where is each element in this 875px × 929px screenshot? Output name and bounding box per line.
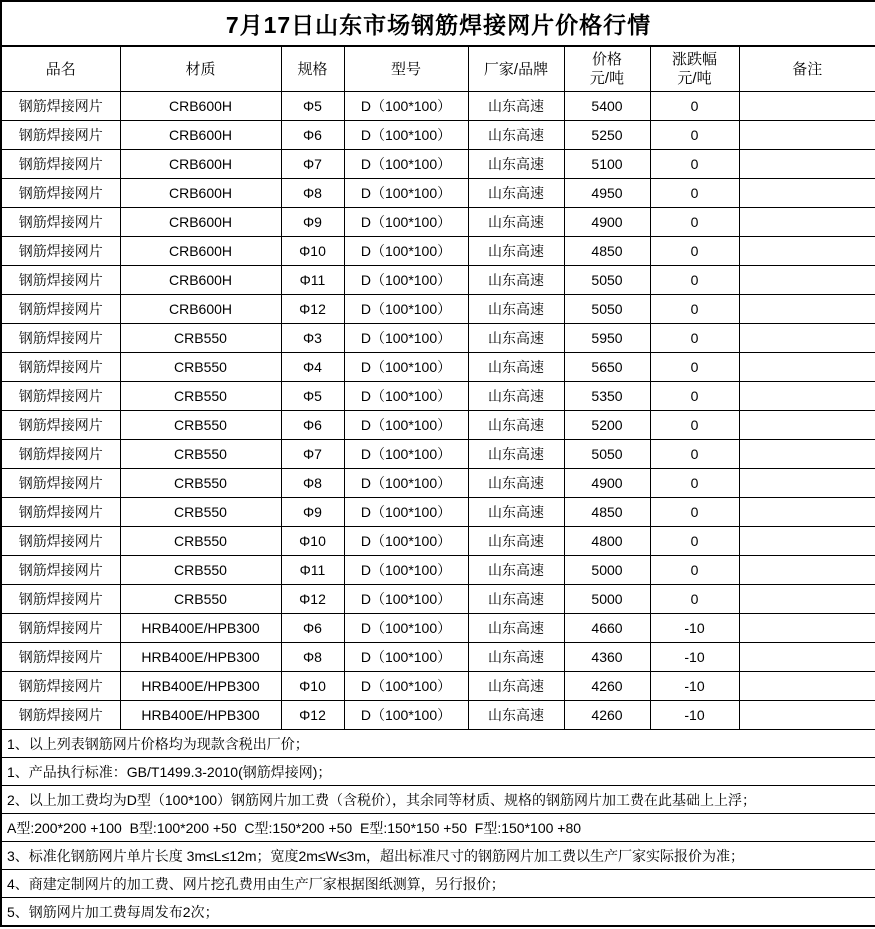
cell-model: D（100*100） — [344, 556, 468, 585]
cell-change: 0 — [650, 382, 739, 411]
cell-price: 5350 — [564, 382, 650, 411]
cell-remark — [739, 324, 875, 353]
cell-model: D（100*100） — [344, 527, 468, 556]
cell-remark — [739, 382, 875, 411]
cell-remark — [739, 527, 875, 556]
cell-material: HRB400E/HPB300 — [120, 643, 281, 672]
cell-model: D（100*100） — [344, 498, 468, 527]
cell-material: CRB600H — [120, 121, 281, 150]
column-header-spec — [281, 46, 344, 92]
cell-price: 5000 — [564, 585, 650, 614]
footnote-row — [1, 898, 875, 927]
cell-remark — [739, 92, 875, 121]
cell-product: 钢筋焊接网片 — [1, 266, 120, 295]
cell-remark — [739, 121, 875, 150]
cell-price: 4900 — [564, 208, 650, 237]
cell-model: D（100*100） — [344, 237, 468, 266]
cell-product: 钢筋焊接网片 — [1, 527, 120, 556]
cell-spec: Φ5 — [281, 382, 344, 411]
cell-change: 0 — [650, 411, 739, 440]
cell-material: CRB550 — [120, 382, 281, 411]
cell-price: 5050 — [564, 266, 650, 295]
cell-price: 5200 — [564, 411, 650, 440]
column-header-row — [1, 46, 875, 92]
cell-remark — [739, 411, 875, 440]
cell-brand: 山东高速 — [468, 295, 564, 324]
cell-brand: 山东高速 — [468, 179, 564, 208]
cell-product: 钢筋焊接网片 — [1, 643, 120, 672]
cell-change: -10 — [650, 643, 739, 672]
footnote-row — [1, 870, 875, 898]
column-header-line: 元/吨 — [589, 70, 625, 87]
cell-brand: 山东高速 — [468, 353, 564, 382]
cell-brand: 山东高速 — [468, 324, 564, 353]
table-row — [1, 208, 875, 237]
column-header-line: 品名 — [45, 60, 76, 78]
cell-change: 0 — [650, 469, 739, 498]
cell-model: D（100*100） — [344, 208, 468, 237]
table-row — [1, 701, 875, 730]
price-rows — [1, 92, 875, 730]
cell-remark — [739, 498, 875, 527]
cell-remark — [739, 179, 875, 208]
cell-spec: Φ9 — [281, 208, 344, 237]
cell-change: 0 — [650, 440, 739, 469]
cell-material: HRB400E/HPB300 — [120, 701, 281, 730]
cell-product: 钢筋焊接网片 — [1, 469, 120, 498]
cell-product: 钢筋焊接网片 — [1, 324, 120, 353]
cell-product: 钢筋焊接网片 — [1, 440, 120, 469]
cell-price: 4260 — [564, 672, 650, 701]
table-row — [1, 353, 875, 382]
cell-price: 4660 — [564, 614, 650, 643]
cell-spec: Φ12 — [281, 295, 344, 324]
cell-model: D（100*100） — [344, 672, 468, 701]
footnote-row — [1, 842, 875, 870]
column-header-model — [344, 46, 468, 92]
cell-change: 0 — [650, 585, 739, 614]
cell-product: 钢筋焊接网片 — [1, 92, 120, 121]
cell-price: 4850 — [564, 237, 650, 266]
column-header-line: 规格 — [297, 60, 328, 78]
cell-product: 钢筋焊接网片 — [1, 295, 120, 324]
cell-change: 0 — [650, 121, 739, 150]
cell-brand: 山东高速 — [468, 469, 564, 498]
cell-brand: 山东高速 — [468, 527, 564, 556]
footnote-text: 1、以上列表钢筋网片价格均为现款含税出厂价； — [1, 730, 875, 758]
cell-brand: 山东高速 — [468, 208, 564, 237]
cell-product: 钢筋焊接网片 — [1, 411, 120, 440]
column-header-line: 备注 — [792, 60, 823, 78]
cell-remark — [739, 701, 875, 730]
column-header-price — [564, 46, 650, 92]
cell-product: 钢筋焊接网片 — [1, 121, 120, 150]
footnote-text: 2、以上加工费均为D型（100*100）钢筋网片加工费（含税价），其余同等材质、规格的钢筋网片加工费在此基础上上浮； — [1, 786, 875, 814]
cell-brand: 山东高速 — [468, 556, 564, 585]
table-row — [1, 614, 875, 643]
table-row — [1, 556, 875, 585]
cell-brand: 山东高速 — [468, 121, 564, 150]
cell-model: D（100*100） — [344, 701, 468, 730]
table-row — [1, 498, 875, 527]
table-row — [1, 324, 875, 353]
cell-brand: 山东高速 — [468, 266, 564, 295]
cell-model: D（100*100） — [344, 353, 468, 382]
cell-brand: 山东高速 — [468, 643, 564, 672]
cell-change: 0 — [650, 353, 739, 382]
column-header-product — [1, 46, 120, 92]
page-title: 7月17日山东市场钢筋焊接网片价格行情 — [1, 1, 875, 46]
table-row — [1, 643, 875, 672]
column-header-brand — [468, 46, 564, 92]
cell-spec: Φ7 — [281, 150, 344, 179]
footnote-text: 4、商建定制网片的加工费、网片挖孔费用由生产厂家根据图纸测算，另行报价； — [1, 870, 875, 898]
cell-remark — [739, 643, 875, 672]
footnote-row — [1, 814, 875, 842]
cell-product: 钢筋焊接网片 — [1, 498, 120, 527]
cell-spec: Φ5 — [281, 92, 344, 121]
cell-model: D（100*100） — [344, 179, 468, 208]
cell-model: D（100*100） — [344, 150, 468, 179]
cell-change: 0 — [650, 324, 739, 353]
cell-model: D（100*100） — [344, 266, 468, 295]
cell-product: 钢筋焊接网片 — [1, 585, 120, 614]
cell-material: CRB600H — [120, 179, 281, 208]
cell-material: CRB600H — [120, 237, 281, 266]
cell-remark — [739, 614, 875, 643]
cell-change: 0 — [650, 556, 739, 585]
column-header-line: 元/吨 — [677, 70, 712, 87]
cell-model: D（100*100） — [344, 411, 468, 440]
cell-spec: Φ12 — [281, 701, 344, 730]
footnote-text: 3、标准化钢筋网片单片长度 3m≤L≤12m；宽度2m≤W≤3m，超出标准尺寸的钢筋网片加工费以生产厂家实际报价为准； — [1, 842, 875, 870]
cell-brand: 山东高速 — [468, 672, 564, 701]
cell-spec: Φ9 — [281, 498, 344, 527]
cell-price: 5050 — [564, 295, 650, 324]
cell-product: 钢筋焊接网片 — [1, 556, 120, 585]
cell-brand: 山东高速 — [468, 498, 564, 527]
cell-brand: 山东高速 — [468, 150, 564, 179]
cell-product: 钢筋焊接网片 — [1, 179, 120, 208]
cell-remark — [739, 237, 875, 266]
cell-change: 0 — [650, 498, 739, 527]
table-row — [1, 585, 875, 614]
cell-price: 4850 — [564, 498, 650, 527]
cell-spec: Φ8 — [281, 179, 344, 208]
cell-model: D（100*100） — [344, 121, 468, 150]
cell-change: -10 — [650, 701, 739, 730]
cell-spec: Φ10 — [281, 237, 344, 266]
cell-spec: Φ12 — [281, 585, 344, 614]
cell-price: 5100 — [564, 150, 650, 179]
cell-material: CRB550 — [120, 440, 281, 469]
cell-price: 4260 — [564, 701, 650, 730]
cell-material: CRB550 — [120, 469, 281, 498]
footnotes — [1, 730, 875, 927]
cell-product: 钢筋焊接网片 — [1, 672, 120, 701]
cell-price: 5950 — [564, 324, 650, 353]
table-row — [1, 382, 875, 411]
cell-spec: Φ8 — [281, 643, 344, 672]
table-row — [1, 411, 875, 440]
footnote-text: 1、产品执行标准：GB/T1499.3-2010(钢筋焊接网)； — [1, 758, 875, 786]
cell-model: D（100*100） — [344, 469, 468, 498]
column-header-line: 厂家/品牌 — [483, 60, 549, 78]
cell-price: 4950 — [564, 179, 650, 208]
footnote-text: A型:200*200 +100 B型:100*200 +50 C型:150*200 +50 E型:150*150 +50 F型:150*100 +80 — [1, 814, 875, 842]
cell-product: 钢筋焊接网片 — [1, 237, 120, 266]
cell-price: 5050 — [564, 440, 650, 469]
cell-model: D（100*100） — [344, 382, 468, 411]
cell-material: CRB550 — [120, 585, 281, 614]
cell-product: 钢筋焊接网片 — [1, 150, 120, 179]
cell-change: -10 — [650, 672, 739, 701]
cell-price: 4360 — [564, 643, 650, 672]
cell-material: CRB600H — [120, 92, 281, 121]
cell-spec: Φ10 — [281, 672, 344, 701]
column-header-change — [650, 46, 739, 92]
footnote-row — [1, 730, 875, 758]
cell-material: CRB600H — [120, 266, 281, 295]
table-row — [1, 672, 875, 701]
cell-model: D（100*100） — [344, 295, 468, 324]
table-row — [1, 295, 875, 324]
cell-change: 0 — [650, 179, 739, 208]
cell-spec: Φ3 — [281, 324, 344, 353]
cell-product: 钢筋焊接网片 — [1, 208, 120, 237]
table-row — [1, 469, 875, 498]
cell-brand: 山东高速 — [468, 411, 564, 440]
cell-brand: 山东高速 — [468, 701, 564, 730]
cell-brand: 山东高速 — [468, 92, 564, 121]
cell-brand: 山东高速 — [468, 614, 564, 643]
cell-spec: Φ4 — [281, 353, 344, 382]
cell-remark — [739, 266, 875, 295]
cell-remark — [739, 469, 875, 498]
table-row — [1, 92, 875, 121]
column-header-line: 材质 — [185, 60, 216, 78]
column-header-material — [120, 46, 281, 92]
cell-material: CRB550 — [120, 527, 281, 556]
table-row — [1, 440, 875, 469]
cell-remark — [739, 208, 875, 237]
cell-price: 5400 — [564, 92, 650, 121]
cell-model: D（100*100） — [344, 614, 468, 643]
cell-spec: Φ11 — [281, 266, 344, 295]
title-row — [1, 1, 875, 46]
column-header-line: 涨跌幅 — [671, 51, 717, 68]
cell-price: 5000 — [564, 556, 650, 585]
cell-material: CRB550 — [120, 498, 281, 527]
cell-model: D（100*100） — [344, 585, 468, 614]
cell-product: 钢筋焊接网片 — [1, 614, 120, 643]
cell-remark — [739, 295, 875, 324]
cell-spec: Φ11 — [281, 556, 344, 585]
cell-material: CRB550 — [120, 353, 281, 382]
footnote-row — [1, 758, 875, 786]
cell-model: D（100*100） — [344, 92, 468, 121]
cell-remark — [739, 353, 875, 382]
table-row — [1, 179, 875, 208]
cell-remark — [739, 672, 875, 701]
cell-brand: 山东高速 — [468, 382, 564, 411]
cell-remark — [739, 440, 875, 469]
table-row — [1, 237, 875, 266]
cell-price: 4800 — [564, 527, 650, 556]
cell-price: 4900 — [564, 469, 650, 498]
cell-material: CRB550 — [120, 411, 281, 440]
cell-remark — [739, 556, 875, 585]
cell-spec: Φ7 — [281, 440, 344, 469]
cell-change: -10 — [650, 614, 739, 643]
cell-brand: 山东高速 — [468, 440, 564, 469]
cell-brand: 山东高速 — [468, 237, 564, 266]
cell-change: 0 — [650, 295, 739, 324]
table-row — [1, 266, 875, 295]
table-row — [1, 150, 875, 179]
table-row — [1, 121, 875, 150]
cell-model: D（100*100） — [344, 324, 468, 353]
cell-model: D（100*100） — [344, 643, 468, 672]
column-header-line: 型号 — [390, 60, 421, 78]
cell-remark — [739, 585, 875, 614]
cell-change: 0 — [650, 150, 739, 179]
cell-change: 0 — [650, 266, 739, 295]
cell-material: CRB550 — [120, 324, 281, 353]
footnote-row — [1, 786, 875, 814]
cell-product: 钢筋焊接网片 — [1, 701, 120, 730]
cell-material: CRB550 — [120, 556, 281, 585]
cell-spec: Φ6 — [281, 614, 344, 643]
cell-price: 5650 — [564, 353, 650, 382]
cell-model: D（100*100） — [344, 440, 468, 469]
cell-material: CRB600H — [120, 208, 281, 237]
cell-material: CRB600H — [120, 295, 281, 324]
column-header-line: 价格 — [591, 51, 622, 68]
table-row — [1, 527, 875, 556]
cell-spec: Φ6 — [281, 121, 344, 150]
cell-spec: Φ6 — [281, 411, 344, 440]
cell-spec: Φ8 — [281, 469, 344, 498]
cell-brand: 山东高速 — [468, 585, 564, 614]
cell-product: 钢筋焊接网片 — [1, 353, 120, 382]
cell-change: 0 — [650, 527, 739, 556]
cell-spec: Φ10 — [281, 527, 344, 556]
cell-change: 0 — [650, 92, 739, 121]
cell-change: 0 — [650, 237, 739, 266]
footnote-text: 5、钢筋网片加工费每周发布2次； — [1, 898, 875, 927]
cell-material: HRB400E/HPB300 — [120, 614, 281, 643]
column-header-remark — [739, 46, 875, 92]
cell-material: HRB400E/HPB300 — [120, 672, 281, 701]
cell-price: 5250 — [564, 121, 650, 150]
cell-change: 0 — [650, 208, 739, 237]
cell-material: CRB600H — [120, 150, 281, 179]
cell-product: 钢筋焊接网片 — [1, 382, 120, 411]
cell-remark — [739, 150, 875, 179]
